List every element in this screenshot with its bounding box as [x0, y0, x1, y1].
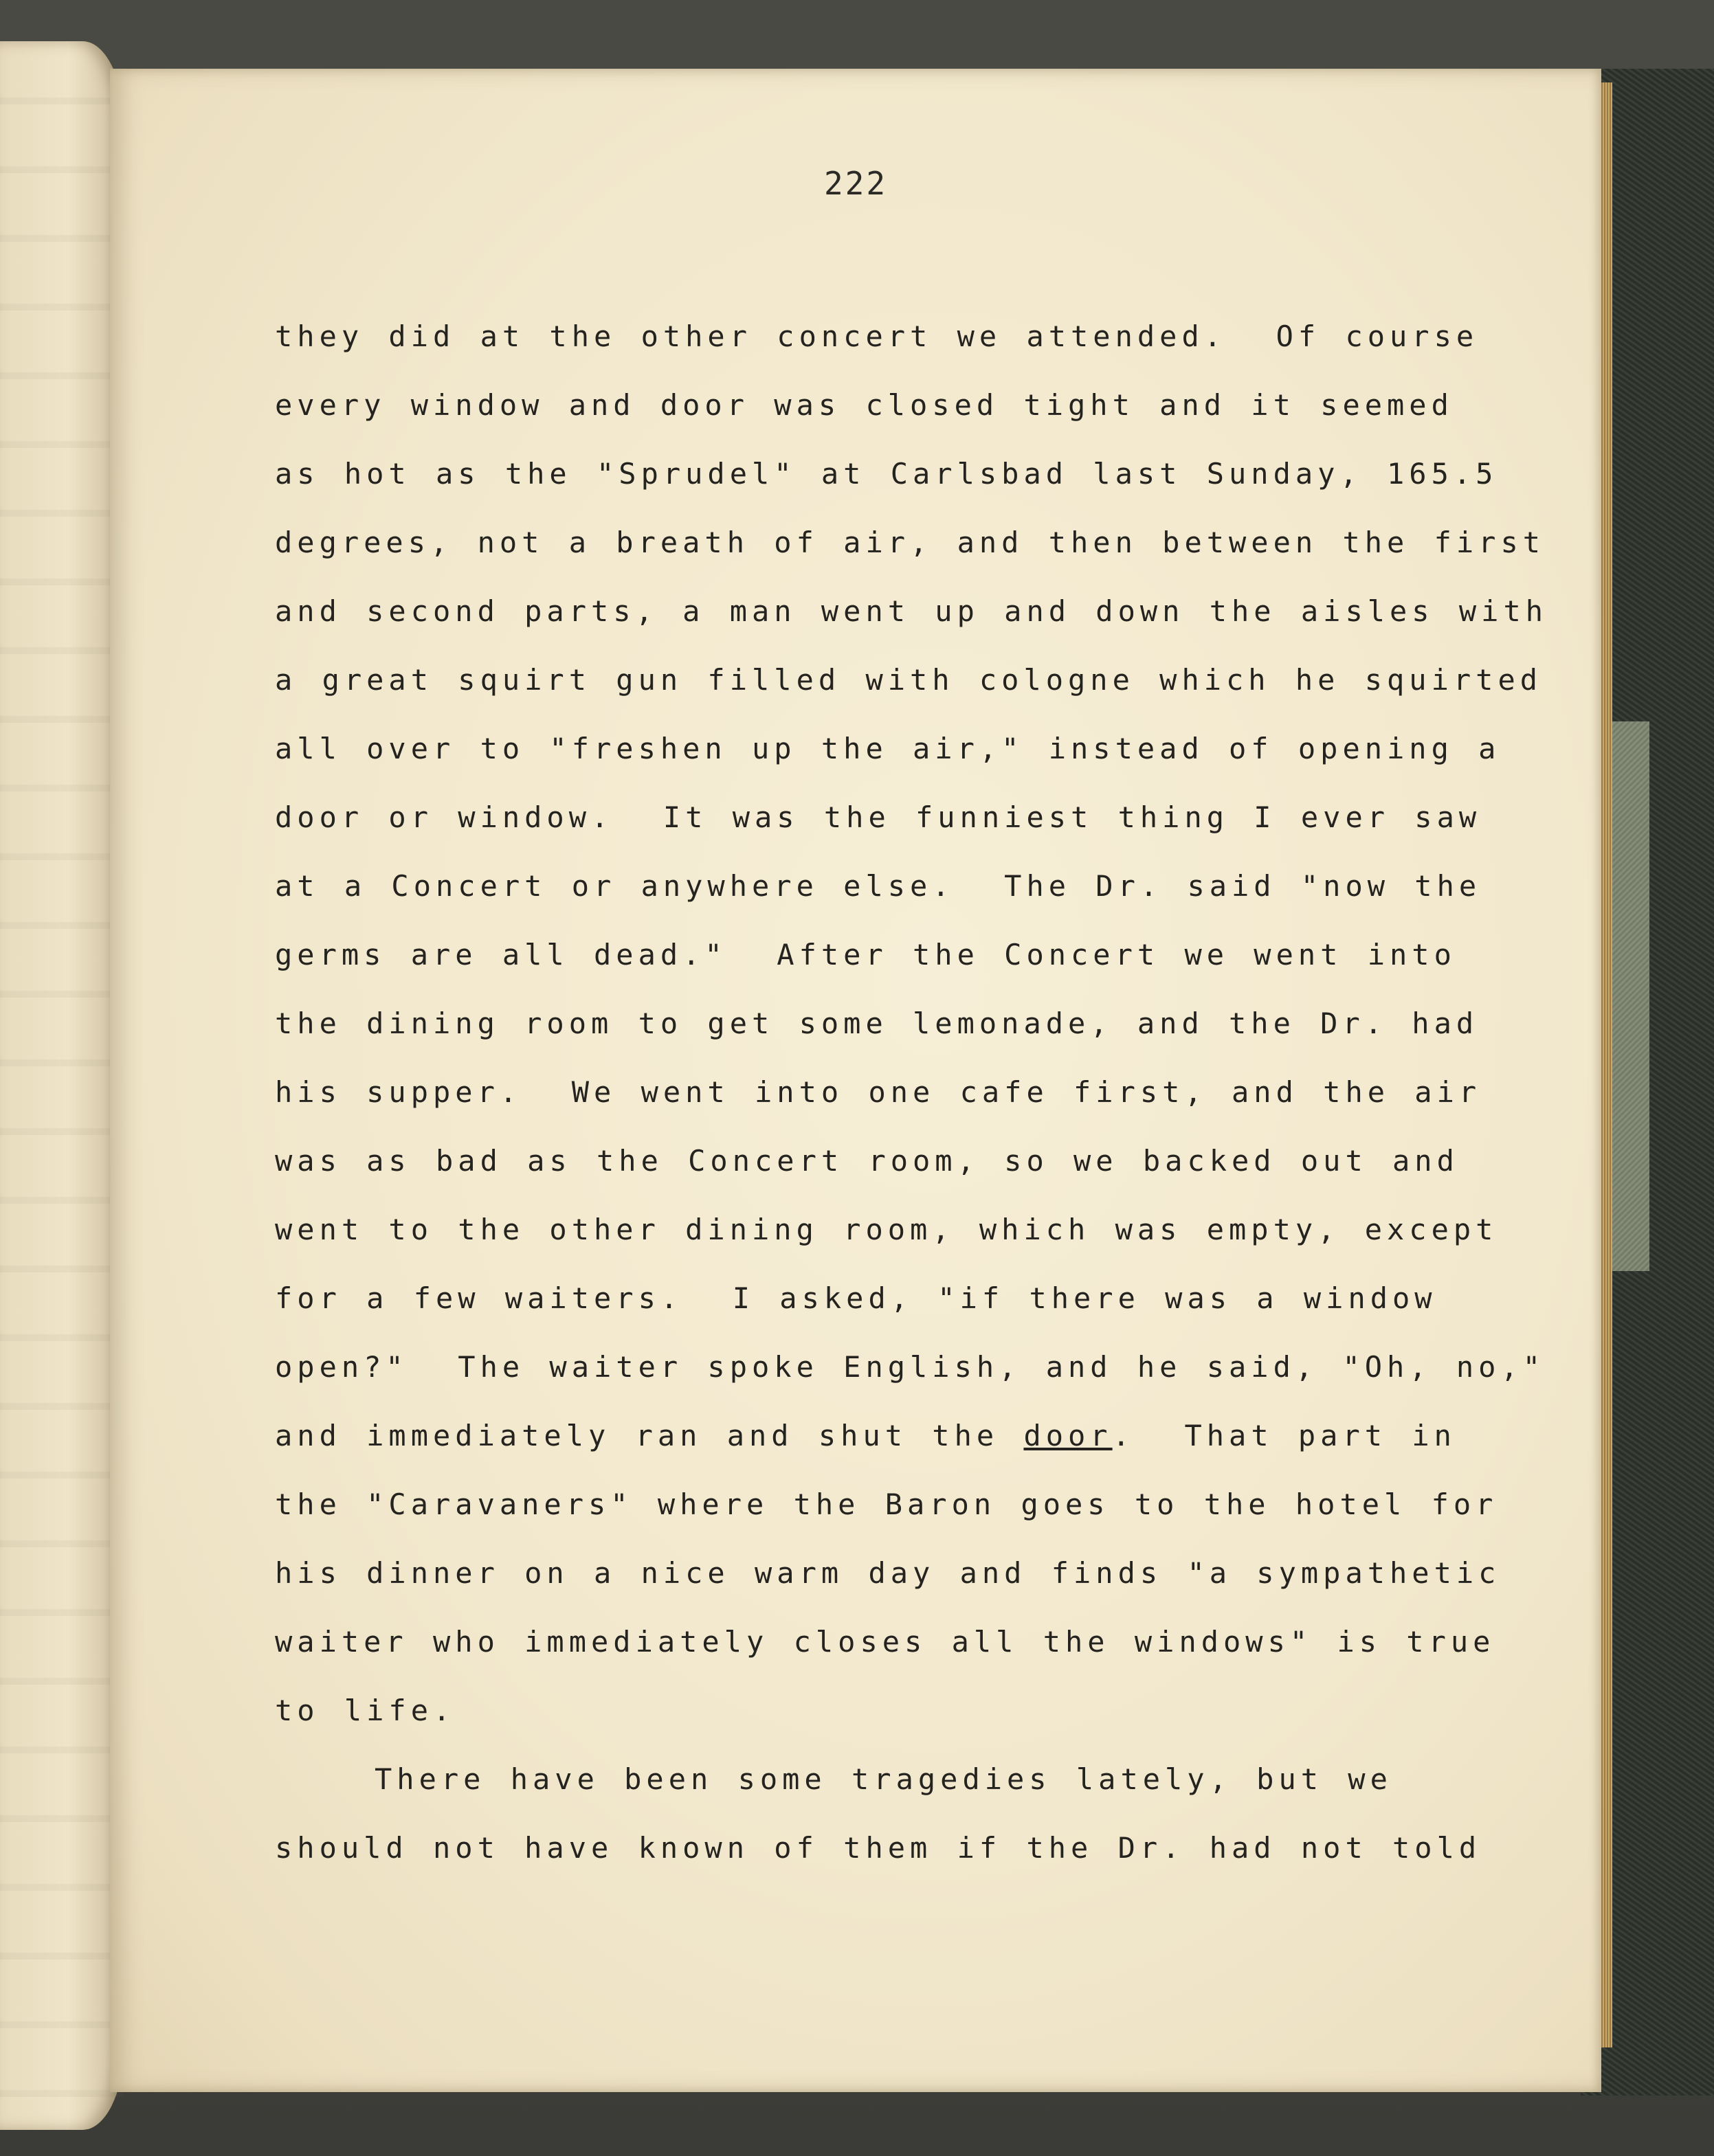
text-line: as hot as the "Sprudel" at Carlsbad last Sunday, 165.5	[275, 457, 1498, 491]
previous-page	[0, 41, 124, 2130]
text-line: door or window. It was the funniest thing I ever saw	[275, 800, 1482, 834]
text-line: degrees, not a breath of air, and then between the first	[275, 526, 1546, 559]
text-line: germs are all dead." After the Concert we went into	[275, 938, 1456, 972]
text-line: should not have known of them if the Dr. had not told	[275, 1831, 1482, 1865]
page-number: 222	[823, 165, 888, 202]
text-segment: and immediately ran and shut the	[275, 1419, 1024, 1452]
text-line: his dinner on a nice warm day and finds "a sympathetic	[275, 1556, 1501, 1590]
text-line: a great squirt gun filled with cologne which he squirted	[275, 663, 1543, 697]
text-line: they did at the other concert we attended. Of course	[275, 319, 1479, 353]
document-page	[110, 69, 1601, 2092]
text-line: all over to "freshen up the air," instead of opening a	[275, 732, 1501, 765]
text-line: his supper. We went into one cafe first, and the air	[275, 1075, 1482, 1109]
text-line: open?" The waiter spoke English, and he said, "Oh, no,"	[275, 1350, 1546, 1384]
previous-page-bleed	[0, 41, 124, 2130]
text-line: the dining room to get some lemonade, and the Dr. had	[275, 1007, 1479, 1040]
binding-cloth	[1608, 721, 1649, 1271]
text-line: every window and door was closed tight and it seemed	[275, 388, 1454, 422]
text-line: to life.	[275, 1694, 456, 1727]
text-segment: . That part in	[1112, 1419, 1456, 1452]
text-line: for a few waiters. I asked, "if there was a window	[275, 1281, 1437, 1315]
text-line: the "Caravaners" where the Baron goes to the hotel for	[275, 1487, 1498, 1521]
typed-body	[275, 302, 1581, 1883]
text-line: and second parts, a man went up and down the aisles with	[275, 594, 1548, 628]
text-line: was as bad as the Concert room, so we backed out and	[275, 1144, 1459, 1178]
underlined-word: door	[1023, 1419, 1113, 1452]
paragraph-first-line: There have been some tragedies lately, but we	[375, 1762, 1392, 1796]
text-line: went to the other dining room, which was empty, except	[275, 1213, 1498, 1246]
text-line: at a Concert or anywhere else. The Dr. said "now the	[275, 869, 1482, 903]
text-line	[275, 1402, 1581, 1470]
text-line: waiter who immediately closes all the windows" is true	[275, 1625, 1495, 1659]
